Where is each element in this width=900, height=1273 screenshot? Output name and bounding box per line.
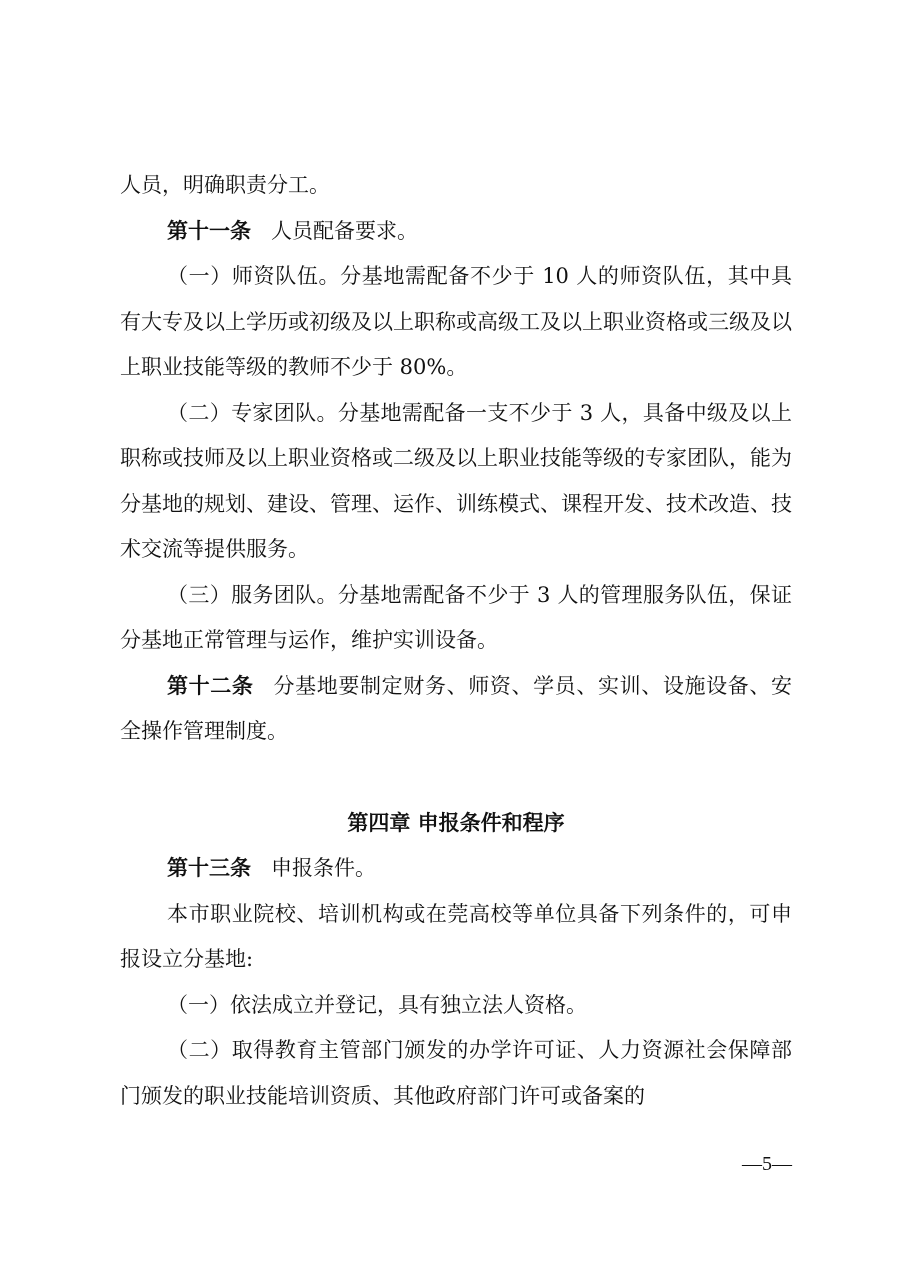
article-12 [120,664,792,755]
chapter-4-title: 第四章 申报条件和程序 [347,810,565,835]
document-body [120,163,792,1119]
article-11-item-1: （一）师资队伍。分基地需配备不少于 10 人的师资队伍，其中具有大专及以上学历或初级及以上职称或高级工及以上职业资格或三级及以上职业技能等级的教师不少于 80%。 [120,264,792,379]
article-13-item-2: （二）取得教育主管部门颁发的办学许可证、人力资源社会保障部门颁发的职业技能培训资质、其他政府部门许可或备案的 [120,1038,792,1108]
article-11-item-3: （三）服务团队。分基地需配备不少于 3 人的管理服务队伍，保证分基地正常管理与运作，维护实训设备。 [120,582,792,652]
article-12-label: 第十二条 [167,673,254,698]
article-11-text: 人员配备要求。 [271,218,418,243]
article-12-text: 分基地要制定财务、师资、学员、实训、设施设备、安全操作管理制度。 [120,673,793,743]
section-spacer [120,755,792,801]
article-13-label: 第十三条 [167,856,251,880]
page-number: —5— [742,1153,792,1175]
article-13-item-1: （一）依法成立并登记，具有独立法人资格。 [167,992,587,1017]
article-11-label: 第十一条 [167,218,251,243]
article-13-heading [120,846,792,892]
article-11-item-2: （二）专家团队。分基地需配备一支不少于 3 人，具备中级及以上职称或技师及以上职业资格或二级及以上职业技能等级的专家团队，能为分基地的规划、建设、管理、运作、训练模式、课程开发、技术改造、技术交流等提供服务。 [120,400,792,561]
article-11-heading [120,209,792,255]
article-13-intro: 本市职业院校、培训机构或在莞高校等单位具备下列条件的，可申报设立分基地: [120,901,792,971]
article-13-text: 申报条件。 [271,856,376,880]
paragraph-continuation: 人员，明确职责分工。 [120,173,330,197]
